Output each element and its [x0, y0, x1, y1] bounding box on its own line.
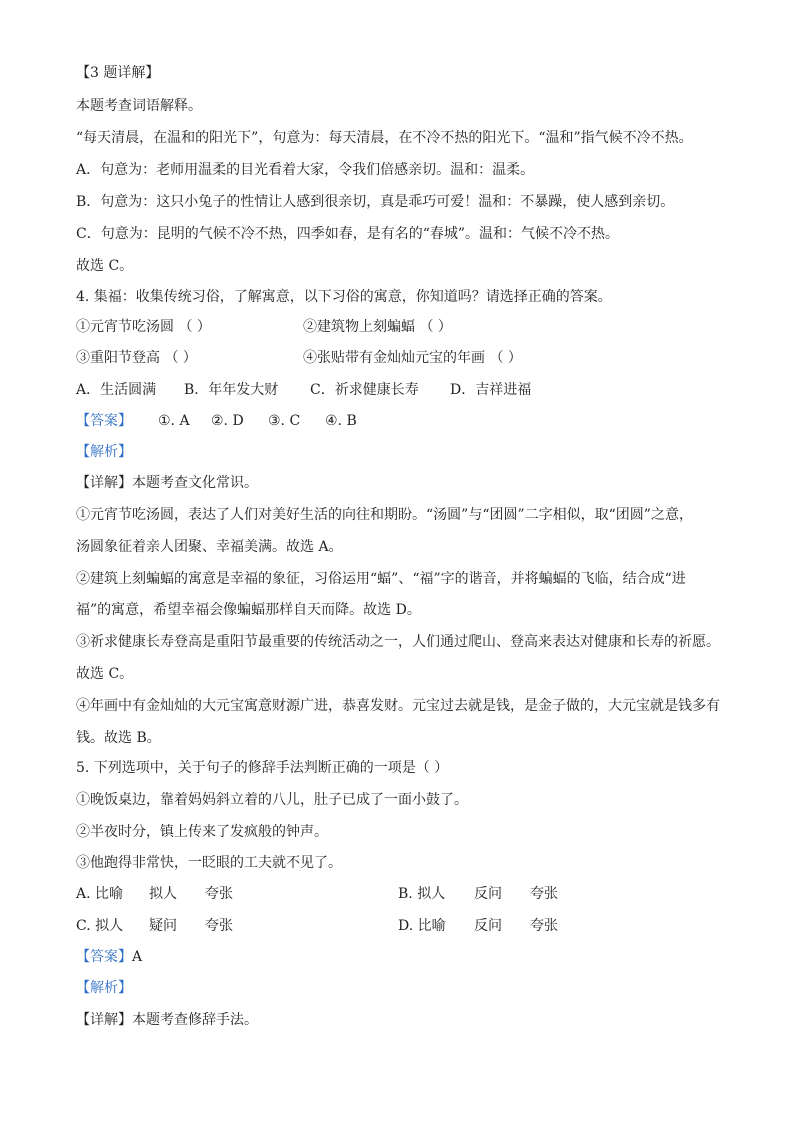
q3-option-c: C．句意为：昆明的气候不冷不热，四季如春，是有名的“春城”。温和：气候不冷不热。	[76, 226, 620, 242]
q4-choice-b: B．年年发大财	[184, 382, 279, 398]
q3-explain: “每天清晨，在温和的阳光下”，句意为：每天清晨，在不冷不热的阳光下。“温和”指气候不冷不热。	[76, 130, 693, 146]
q4-para4-line1: ④年画中有金灿灿的大元宝寓意财源广进，恭喜发财。元宝过去就是钱，是金子做的，大元宝就是钱多有	[76, 698, 720, 714]
q4-choice-c: C．祈求健康长寿	[310, 382, 419, 398]
q3-heading: 【3 题详解】	[76, 65, 160, 81]
q5-analysis-label: 【解析】	[76, 980, 132, 996]
q4-detail-intro: 本题考查文化常识。	[132, 475, 258, 491]
q5-option-a-2: 拟人	[149, 886, 177, 902]
q5-option-c-3: 夸张	[205, 918, 233, 934]
q4-answer-label: 【答案】	[76, 413, 132, 429]
q5-option-d-3: 夸张	[530, 918, 558, 934]
q5-sentence-2: ②半夜时分，镇上传来了发疯般的钟声。	[76, 824, 328, 840]
q4-detail	[76, 473, 258, 493]
q4-answer-2: ②. D	[211, 413, 244, 429]
q5-stem: 5. 下列选项中，关于句子的修辞手法判断正确的一项是（ ）	[76, 760, 449, 776]
q5-answer-value: A	[132, 949, 143, 965]
q4-para1-line2: 汤圆象征着亲人团聚、幸福美满。故选 A。	[76, 539, 343, 555]
q5-detail-intro: 本题考查修辞手法。	[132, 1012, 258, 1028]
q3-intro: 本题考查词语解释。	[76, 98, 202, 114]
q5-option-b-2: 反问	[474, 886, 502, 902]
q4-item-4: ④张贴带有金灿灿元宝的年画 （ ）	[303, 350, 522, 366]
q4-para1-line1: ①元宵节吃汤圆，表达了人们对美好生活的向往和期盼。“汤圆”与“团圆”二字相似，取“团圆”之意，	[76, 507, 693, 523]
q4-answer-3: ③. C	[268, 413, 301, 429]
q5-answer-label: 【答案】	[76, 949, 132, 965]
q4-para3-line2: 故选 C。	[76, 666, 134, 682]
q4-para4-line2: 钱。故选 B。	[76, 730, 161, 746]
q5-answer	[76, 947, 142, 967]
q4-answer-4: ④. B	[325, 413, 357, 429]
q5-option-a-3: 夸张	[205, 886, 233, 902]
q4-item-2: ②建筑物上刻蝙蝠 （ ）	[303, 319, 452, 335]
q4-answer-1: ①. A	[158, 413, 190, 429]
q5-option-b-3: 夸张	[530, 886, 558, 902]
q5-sentence-3: ③他跑得非常快，一眨眼的工夫就不见了。	[76, 855, 342, 871]
q4-choice-d: D．吉祥进福	[450, 382, 532, 398]
q5-detail-label: 【详解】	[76, 1012, 132, 1028]
q5-option-d-2: 反问	[474, 918, 502, 934]
q4-analysis-label: 【解析】	[76, 444, 132, 460]
q4-choice-a: A．生活圆满	[76, 382, 157, 398]
q4-item-1: ①元宵节吃汤圆 （ ）	[76, 319, 211, 335]
q5-option-c-2: 疑问	[149, 918, 177, 934]
q5-option-d-1: D. 比喻	[398, 918, 446, 934]
q4-para2-line1: ②建筑上刻蝙蝠的寓意是幸福的象征，习俗运用“蝠”、“福”字的谐音，并将蝙蝠的飞临，结合成“进	[76, 571, 686, 587]
q4-para3-line1: ③祈求健康长寿登高是重阳节最重要的传统活动之一，人们通过爬山、登高来表达对健康和长寿的祈愿。	[76, 634, 720, 650]
q4-item-3: ③重阳节登高 （ ）	[76, 350, 197, 366]
q3-option-a: A．句意为：老师用温柔的目光看着大家，令我们倍感亲切。温和：温柔。	[76, 162, 535, 178]
q3-option-b: B．句意为：这只小兔子的性情让人感到很亲切，真是乖巧可爱！温和：不暴躁，使人感到亲切。	[76, 194, 675, 210]
q5-option-c-1: C. 拟人	[76, 918, 124, 934]
q4-detail-label: 【详解】	[76, 475, 132, 491]
q5-option-b-1: B. 拟人	[398, 886, 446, 902]
q5-sentence-1: ①晚饭桌边，靠着妈妈斜立着的八儿，肚子已成了一面小鼓了。	[76, 792, 468, 808]
q5-detail	[76, 1010, 258, 1030]
q5-option-a-1: A. 比喻	[76, 886, 124, 902]
q4-para2-line2: 福”的寓意，希望幸福会像蝙蝠那样自天而降。故选 D。	[76, 602, 421, 618]
q3-conclusion: 故选 C。	[76, 258, 134, 274]
q4-stem: 4. 集福：收集传统习俗，了解寓意，以下习俗的寓意，你知道吗？请选择正确的答案。	[76, 289, 612, 305]
